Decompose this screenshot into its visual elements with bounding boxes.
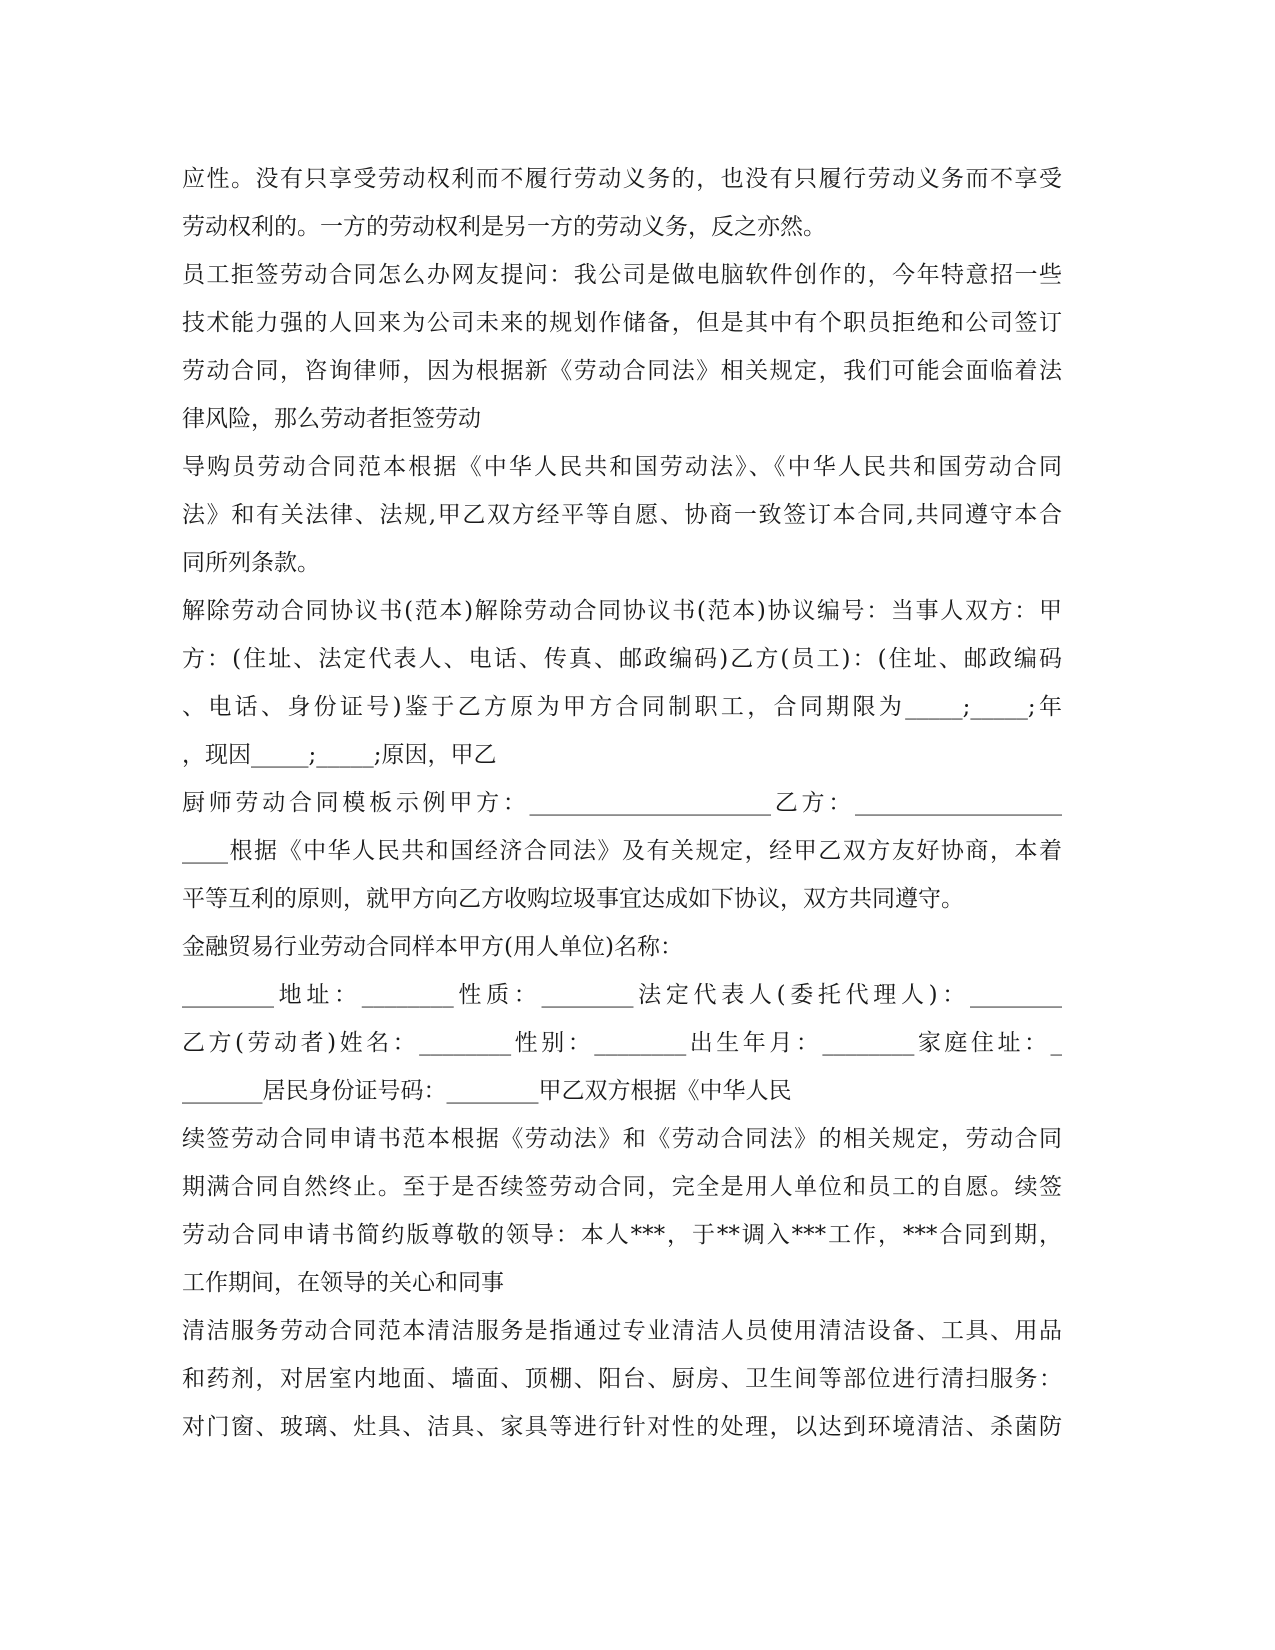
- text-line: 工作期间，在领导的关心和同事: [182, 1270, 504, 1296]
- paragraph-2: [182, 251, 1062, 443]
- text-line: 同所列条款。: [182, 550, 320, 576]
- text-line: 法》和有关法律、法规,甲乙双方经平等自愿、协商一致签订本合同,共同遵守本合: [182, 502, 1062, 528]
- text-line: ，现因_____;_____;原因，甲乙: [182, 742, 497, 768]
- text-line: 、电话、身份证号)鉴于乙方原为甲方合同制职工，合同期限为_____;_____;年: [182, 694, 1062, 720]
- text-line: 方：(住址、法定代表人、电话、传真、邮政编码)乙方(员工)：(住址、邮政编码: [182, 646, 1062, 672]
- document-body: [182, 155, 1062, 1451]
- text-line: 应性。没有只享受劳动权利而不履行劳动义务的，也没有只履行劳动义务而不享受: [182, 166, 1062, 192]
- text-line: 平等互利的原则，就甲方向乙方收购垃圾事宜达成如下协议，双方共同遵守。: [182, 886, 964, 912]
- text-line: 清洁服务劳动合同范本清洁服务是指通过专业清洁人员使用清洁设备、工具、用品: [182, 1318, 1062, 1344]
- text-line: 金融贸易行业劳动合同样本甲方(用人单位)名称：: [182, 934, 683, 960]
- text-line: ____根据《中华人民共和国经济合同法》及有关规定，经甲乙双方友好协商，本着: [182, 838, 1062, 864]
- text-line: 技术能力强的人回来为公司未来的规划作储备，但是其中有个职员拒绝和公司签订: [182, 310, 1062, 336]
- paragraph-3: [182, 443, 1062, 587]
- text-line: 乙方(劳动者)姓名：________性别：________出生年月：________家庭住址：_: [182, 1030, 1062, 1056]
- text-line: 续签劳动合同申请书范本根据《劳动法》和《劳动合同法》的相关规定，劳动合同: [182, 1126, 1062, 1152]
- text-line: 解除劳动合同协议书(范本)解除劳动合同协议书(范本)协议编号：当事人双方：甲: [182, 598, 1062, 624]
- paragraph-5: [182, 779, 1062, 923]
- text-line: 对门窗、玻璃、灶具、洁具、家具等进行针对性的处理，以达到环境清洁、杀菌防: [182, 1414, 1062, 1440]
- text-line: _______居民身份证号码：________甲乙双方根据《中华人民: [182, 1078, 792, 1104]
- text-line: 厨师劳动合同模板示例甲方：_____________________乙方：__________________: [182, 790, 1062, 816]
- paragraph-4: [182, 587, 1062, 779]
- text-line: 律风险，那么劳动者拒签劳动: [182, 406, 481, 432]
- text-line: 劳动合同，咨询律师，因为根据新《劳动合同法》相关规定，我们可能会面临着法: [182, 358, 1062, 384]
- paragraph-8: [182, 1307, 1062, 1451]
- text-line: 导购员劳动合同范本根据《中华人民共和国劳动法》、《中华人民共和国劳动合同: [182, 454, 1062, 480]
- paragraph-6: [182, 923, 1062, 1115]
- text-line: 和药剂，对居室内地面、墙面、顶棚、阳台、厨房、卫生间等部位进行清扫服务：: [182, 1366, 1062, 1392]
- text-line: 劳动权利的。一方的劳动权利是另一方的劳动义务，反之亦然。: [182, 214, 826, 240]
- text-line: 员工拒签劳动合同怎么办网友提问：我公司是做电脑软件创作的，今年特意招一些: [182, 262, 1062, 288]
- text-line: 期满合同自然终止。至于是否续签劳动合同，完全是用人单位和员工的自愿。续签: [182, 1174, 1062, 1200]
- text-line: 劳动合同申请书简约版尊敬的领导：本人***，于**调入***工作，***合同到期，: [182, 1222, 1062, 1248]
- paragraph-7: [182, 1115, 1062, 1307]
- paragraph-1: [182, 155, 1062, 251]
- text-line: ________地址：________性质：________法定代表人(委托代理人)：________: [182, 982, 1062, 1008]
